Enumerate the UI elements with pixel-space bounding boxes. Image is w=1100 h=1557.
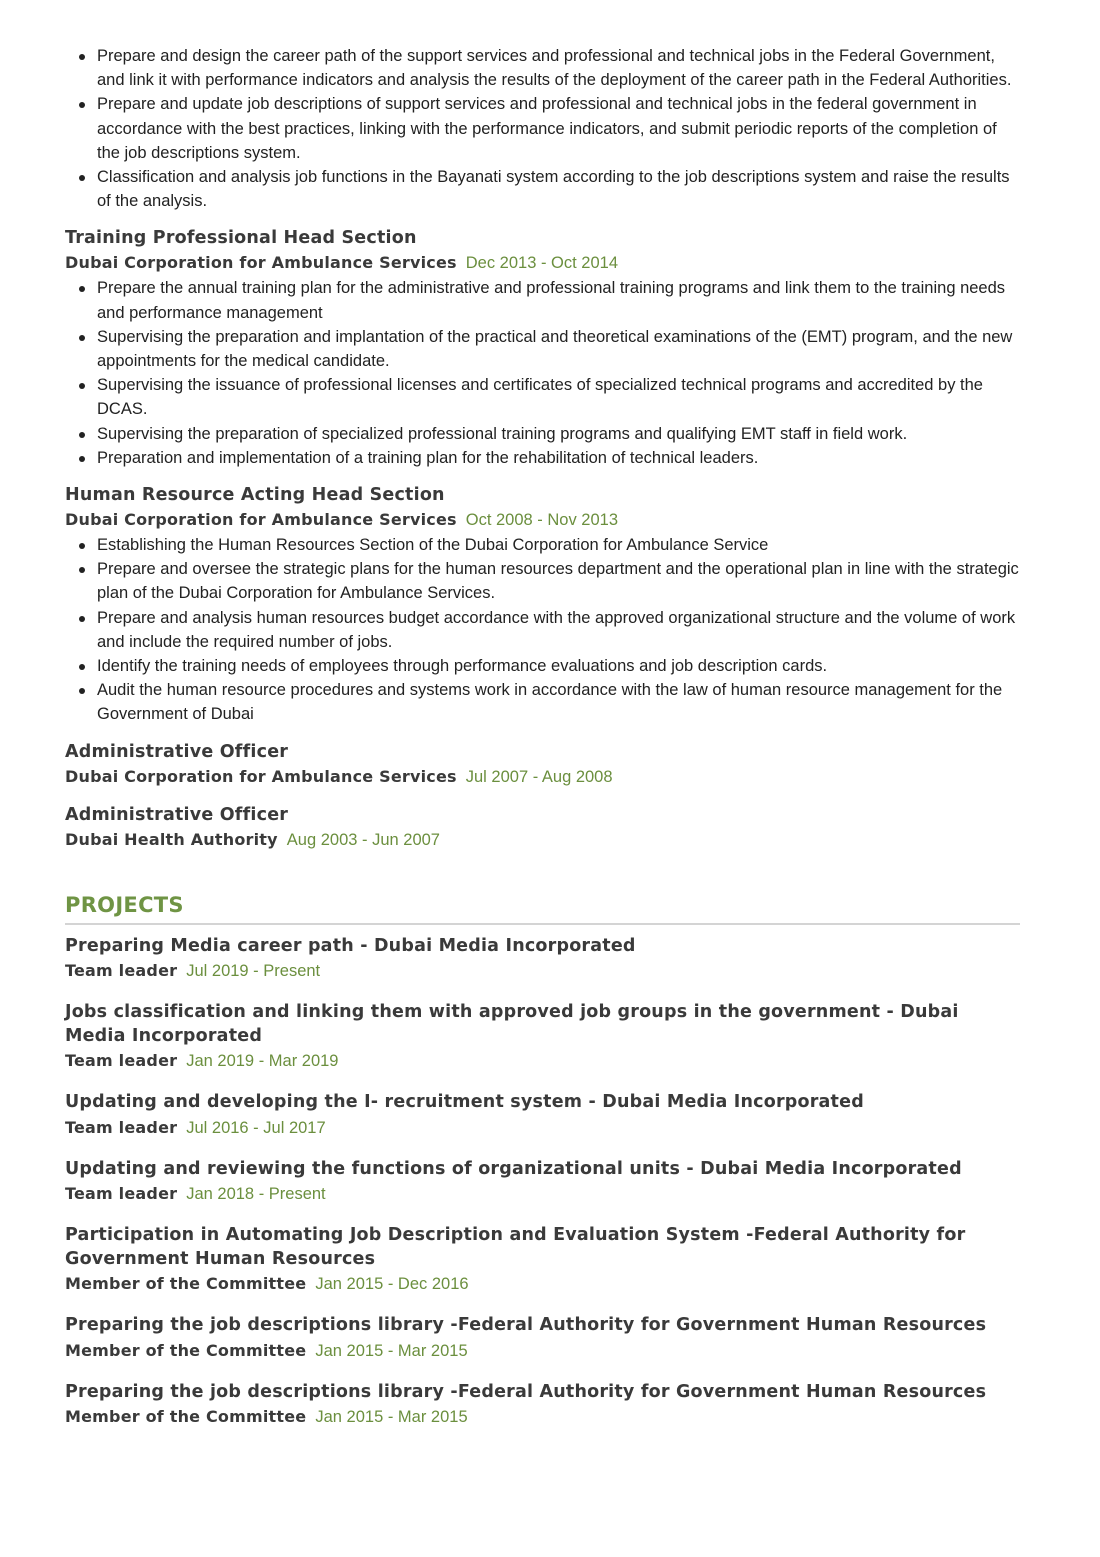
project-entry <box>65 1091 1020 1141</box>
bullet-item: Audit the human resource procedures and systems work in accordance with the law of human resource management for the Government of Dubai <box>97 678 1020 726</box>
project-role: Member of the Committee <box>65 1340 307 1360</box>
company-name: Dubai Corporation for Ambulance Services <box>65 766 457 786</box>
project-entry <box>65 1158 1020 1208</box>
experience-entry <box>65 741 1020 790</box>
job-meta <box>65 764 1020 790</box>
bullet-item: Supervising the preparation of specialized professional training programs and qualifying EMT staff in field work. <box>97 422 1020 446</box>
bullet-item: Prepare and design the career path of the support services and professional and technical jobs in the Federal Government, and link it with performance indicators and analysis the results of the deployment of the career path in the Federal Authorities. <box>97 44 1020 92</box>
project-title: Updating and reviewing the functions of organizational units - Dubai Media Incorporated <box>65 1158 962 1179</box>
job-title: Training Professional Head Section <box>65 228 417 249</box>
job-meta <box>65 827 1020 853</box>
continued-bullet-list <box>65 44 1020 213</box>
job-dates: Oct 2008 - Nov 2013 <box>465 511 619 530</box>
project-dates: Jan 2015 - Dec 2016 <box>315 1275 469 1294</box>
bullet-item: Prepare and oversee the strategic plans for the human resources department and the operational plan in line with the strategic plan of the Dubai Corporation for Ambulance Services. <box>97 557 1020 605</box>
job-dates: Dec 2013 - Oct 2014 <box>465 254 619 273</box>
project-entry <box>65 1224 1020 1297</box>
job-bullet-list <box>65 533 1020 727</box>
bullet-item: Prepare and analysis human resources budget accordance with the approved organizational structure and the volume of work and include the required number of jobs. <box>97 606 1020 654</box>
job-meta <box>65 250 1020 276</box>
job-dates: Aug 2003 - Jun 2007 <box>286 830 440 849</box>
project-entry <box>65 1381 1020 1431</box>
bullet-item: Supervising the preparation and implantation of the practical and theoretical examinations of the (EMT) program, and the new appointments for the medical candidate. <box>97 325 1020 373</box>
project-entry <box>65 1314 1020 1364</box>
company-name: Dubai Corporation for Ambulance Services <box>65 510 457 530</box>
project-title: Updating and developing the I- recruitment system - Dubai Media Incorporated <box>65 1092 864 1113</box>
job-meta <box>65 507 1020 533</box>
project-title: Preparing Media career path - Dubai Media Incorporated <box>65 935 636 956</box>
section-divider <box>65 923 1020 925</box>
job-title: Human Resource Acting Head Section <box>65 485 445 506</box>
job-dates: Jul 2007 - Aug 2008 <box>465 767 613 786</box>
company-name: Dubai Health Authority <box>65 829 278 849</box>
project-title: Preparing the job descriptions library -Federal Authority for Government Human Resources <box>65 1381 987 1402</box>
job-title: Administrative Officer <box>65 741 289 762</box>
project-dates: Jul 2019 - Present <box>186 962 321 981</box>
project-entry <box>65 1001 1020 1074</box>
bullet-item: Establishing the Human Resources Section of the Dubai Corporation for Ambulance Service <box>97 533 1020 557</box>
project-dates: Jul 2016 - Jul 2017 <box>186 1118 326 1137</box>
job-bullet-list <box>65 276 1020 470</box>
project-title: Preparing the job descriptions library -Federal Authority for Government Human Resources <box>65 1315 987 1336</box>
bullet-item: Prepare and update job descriptions of support services and professional and technical jobs in the federal government in accordance with the best practices, linking with the performance indicators, and submit periodic reports of the completion of the job descriptions system. <box>97 92 1020 165</box>
bullet-item: Supervising the issuance of professional licenses and certificates of specialized technical programs and accredited by the DCAS. <box>97 373 1020 421</box>
job-title: Administrative Officer <box>65 804 289 825</box>
project-role: Team leader <box>65 961 178 981</box>
project-entry <box>65 935 1020 985</box>
project-dates: Jan 2015 - Mar 2015 <box>315 1341 468 1360</box>
bullet-item: Preparation and implementation of a training plan for the rehabilitation of technical leaders. <box>97 446 1020 470</box>
bullet-item: Classification and analysis job functions in the Bayanati system according to the job descriptions system and raise the results of the analysis. <box>97 165 1020 213</box>
experience-entry <box>65 484 1020 727</box>
experience-entry <box>65 804 1020 853</box>
project-role: Team leader <box>65 1117 178 1137</box>
project-dates: Jan 2015 - Mar 2015 <box>315 1408 468 1427</box>
project-dates: Jan 2018 - Present <box>186 1185 326 1204</box>
project-role: Member of the Committee <box>65 1407 307 1427</box>
bullet-item: Identify the training needs of employees through performance evaluations and job description cards. <box>97 654 1020 678</box>
project-role: Team leader <box>65 1184 178 1204</box>
experience-entry <box>65 227 1020 470</box>
resume-page <box>65 44 1020 1447</box>
project-dates: Jan 2019 - Mar 2019 <box>186 1052 339 1071</box>
company-name: Dubai Corporation for Ambulance Services <box>65 253 457 273</box>
project-title: Participation in Automating Job Description and Evaluation System -Federal Authority for Government Human Resources <box>65 1225 966 1269</box>
bullet-item: Prepare the annual training plan for the administrative and professional training programs and link them to the training needs and performance management <box>97 276 1020 324</box>
project-role: Member of the Committee <box>65 1274 307 1294</box>
project-role: Team leader <box>65 1051 178 1071</box>
project-title: Jobs classification and linking them with approved job groups in the government - Dubai Media Incorporated <box>65 1002 959 1046</box>
projects-heading: PROJECTS <box>65 892 184 917</box>
